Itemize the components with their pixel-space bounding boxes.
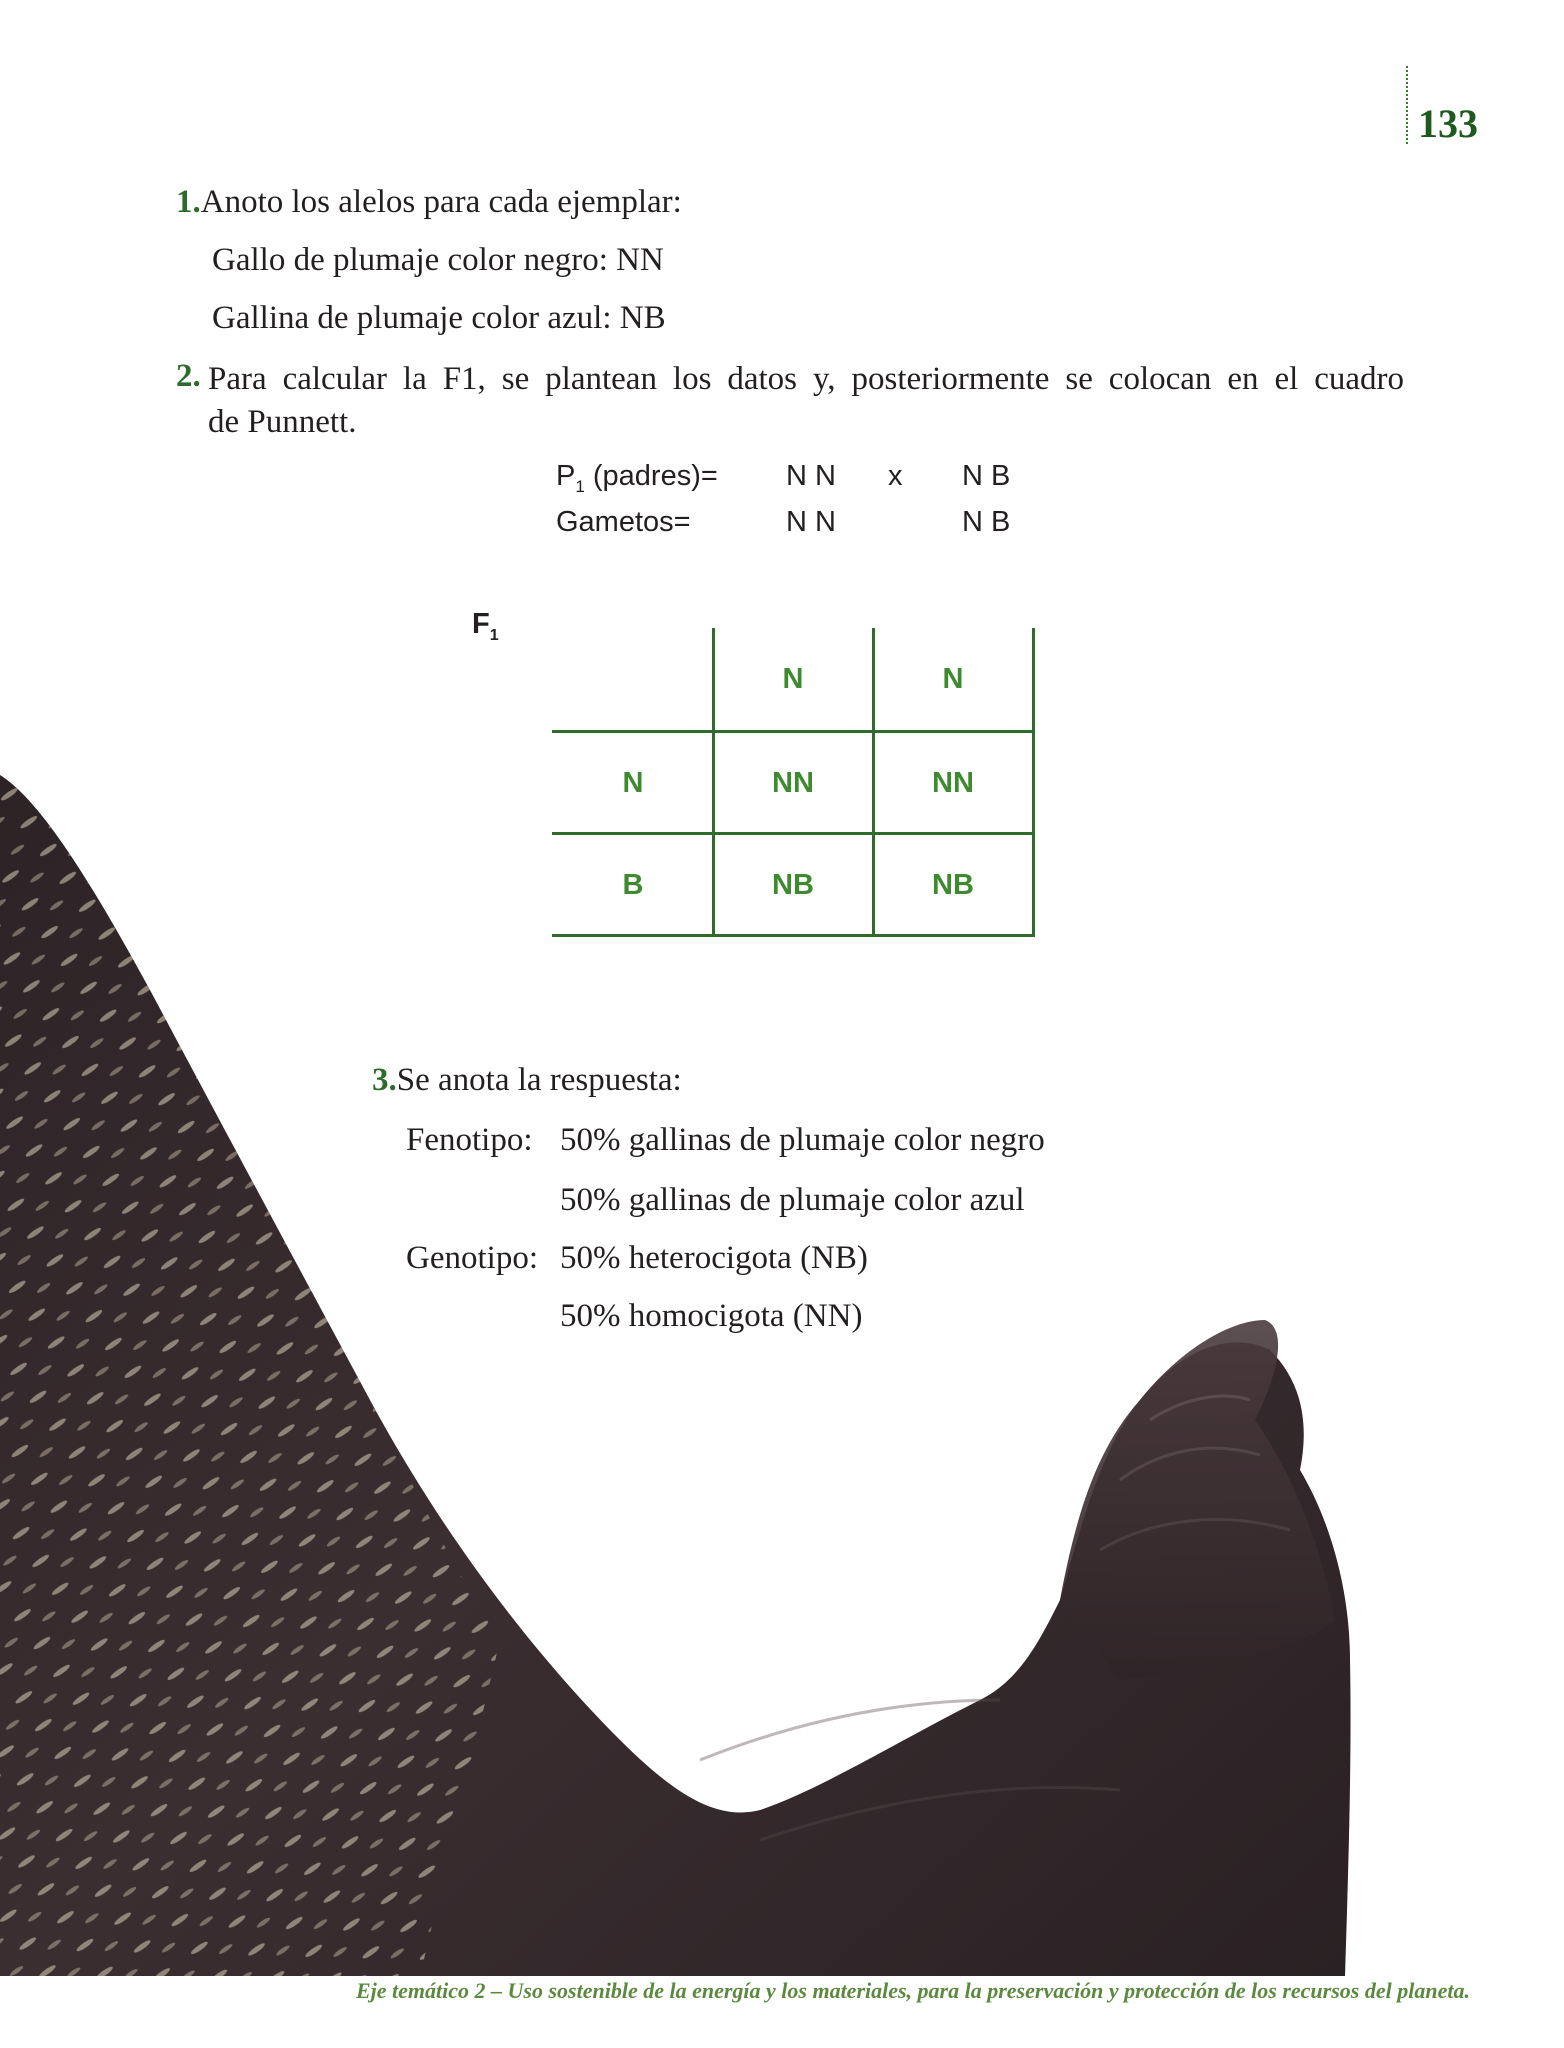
cell-2-2: NB bbox=[932, 868, 974, 901]
fenotipo-label: Fenotipo: bbox=[406, 1122, 533, 1158]
item-2-text-line2: de Punnett. bbox=[208, 404, 357, 440]
page-number: 133 bbox=[1418, 101, 1478, 146]
row-header-1: N bbox=[622, 766, 644, 799]
footer-theme: Eje temático 2 – Uso sostenible de la energía y los materiales, para la preservación y protección de los recursos del planeta. bbox=[356, 1978, 1470, 2003]
cell-1-2: NN bbox=[932, 766, 974, 799]
gametes-label: Gametos= bbox=[556, 506, 691, 538]
item-1-rooster: Gallo de plumaje color negro: NN bbox=[212, 242, 664, 278]
fenotipo-line-1: 50% gallinas de plumaje color negro bbox=[560, 1122, 1045, 1158]
item-3 bbox=[372, 1060, 682, 1100]
genotipo-label: Genotipo: bbox=[406, 1240, 538, 1276]
parents-label: $P_1$ (padres)= bbox=[556, 460, 718, 496]
item-2-text-line1: Para calcular la F1, se plantean los datos y, posteriormente se colocan en el cuadro bbox=[208, 361, 1404, 397]
f1-label: $F_1$ bbox=[472, 608, 499, 644]
genotipo-line-2: 50% homocigota (NN) bbox=[560, 1298, 863, 1334]
page-number-rule bbox=[1406, 66, 1408, 144]
parent-a: N N bbox=[786, 460, 836, 492]
item-1-text: Anoto los alelos para cada ejemplar: bbox=[200, 184, 682, 220]
parent-b: N B bbox=[962, 460, 1011, 492]
item-3-number: 3. bbox=[372, 1062, 397, 1098]
cell-2-1: NB bbox=[772, 868, 814, 901]
row-header-2: B bbox=[622, 868, 644, 901]
item-2-number: 2. bbox=[176, 358, 201, 394]
gametes-b: N B bbox=[962, 506, 1011, 538]
cross-symbol: x bbox=[888, 460, 903, 492]
genotipo-line-1: 50% heterocigota (NB) bbox=[560, 1240, 868, 1276]
fenotipo-line-2: 50% gallinas de plumaje color azul bbox=[560, 1182, 1025, 1218]
cell-1-1: NN bbox=[772, 766, 814, 799]
col-header-1: N bbox=[782, 662, 804, 695]
item-1-hen: Gallina de plumaje color azul: NB bbox=[212, 300, 666, 336]
item-3-text: Se anota la respuesta: bbox=[396, 1062, 682, 1098]
item-1 bbox=[176, 182, 682, 222]
gametes-a: N N bbox=[786, 506, 836, 538]
col-header-2: N bbox=[942, 662, 964, 695]
item-1-number: 1. bbox=[176, 184, 201, 220]
